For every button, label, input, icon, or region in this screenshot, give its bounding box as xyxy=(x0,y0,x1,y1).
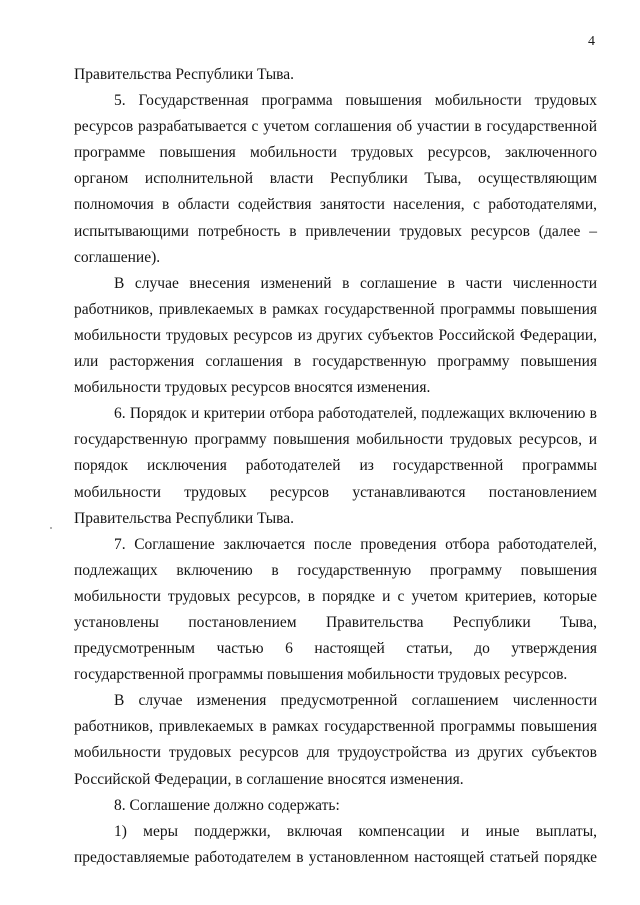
paragraph-clause-7-amendment: В случае изменения предусмотренной соглашением численности работников, привлекаемых в рамках государственной программы повышения мобильности трудовых ресурсов для трудоустройства из других субъектов Российской Федерации, в соглашение вносятся изменения. xyxy=(74,692,597,788)
paragraph-clause-7: 7. Соглашение заключается после проведения отбора работодателей, подлежащих включению в государственную программу повышения мобильности трудовых ресурсов, в порядке и с учетом критериев, которые установлены постановлением Правительства Республики Тыва, предусмотренным частью 6 настоящей статьи, до утверждения государственной программы повышения мобильности трудовых ресурсов. xyxy=(74,535,597,684)
margin-mark xyxy=(50,527,52,529)
paragraph-clause-8: 8. Соглашение должно содержать: xyxy=(114,796,340,814)
page-number: 4 xyxy=(588,34,595,49)
paragraph-clause-8-item-1: 1) меры поддержки, включая компенсации и иные выплаты, предоставляемые работодателем в установленном настоящей статьей порядке xyxy=(74,822,597,866)
document-body xyxy=(74,62,597,871)
paragraph-clause-6: 6. Порядок и критерии отбора работодателей, подлежащих включению в государственную программу повышения мобильности трудовых ресурсов, и порядок исключения работодателей из государственной программы мобильности трудовых ресурсов устанавливаются постановлением Правительства Республики Тыва. xyxy=(74,405,597,527)
paragraph-clause-5-amendment: В случае внесения изменений в соглашение в части численности работников, привлекаемых в рамках государственной программы повышения мобильности трудовых ресурсов из других субъектов Российской Федерации, или расторжения соглашения в государственную программу повышения мобильности трудовых ресурсов вносятся изменения. xyxy=(74,274,597,397)
paragraph-continuation: Правительства Республики Тыва. xyxy=(74,66,295,83)
paragraph-clause-5: 5. Государственная программа повышения мобильности трудовых ресурсов разрабатывается с учетом соглашения об участии в государственной программе повышения мобильности трудовых ресурсов, заключенного органом исполнительной власти Республики Тыва, осуществляющим полномочия в области содействия занятости населения, с работодателями, испытывающими потребность в привлечении трудовых ресурсов (далее – соглашение). xyxy=(74,92,597,266)
